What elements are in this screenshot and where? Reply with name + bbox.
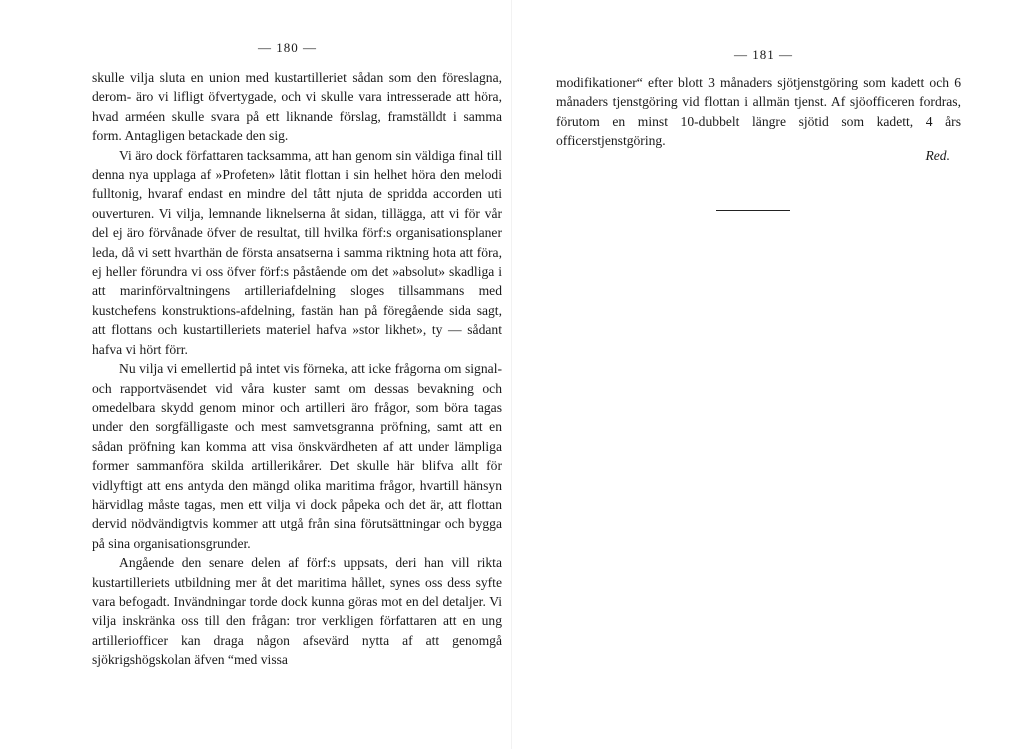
right-page-body bbox=[556, 73, 961, 151]
paragraph-3: Nu vilja vi emellertid på intet vis förneka, att icke frågorna om signal- och rapportväsendet vid våra kuster samt om dessas bevakning och omedelbara skydd genom minor och artilleri äro frågor, som böra tagas under den sorgfälligaste och mest samvetsgranna pröfning, samt att en sådan pröfning kan komma att visa önskvärdheten af att under lämpliga former sammanföra skilda artillerikårer. Det skulle här blifva allt för vidlyftigt att ens antyda den mängd olika maritima frågor, hvartill hänsyn härvidlag måste tagas, men ett vilja vi dock påpeka och det är, att flottan dervid nödvändigtvis kommer att utgå från sina förutsättningar och bygga på sina organisationsgrunder. bbox=[92, 361, 502, 551]
left-page-number: — 180 — bbox=[258, 40, 317, 55]
paragraph-4: Angående den senare delen af förf:s uppsats, deri han vill rikta kustartilleriets utbildning mer åt det maritima hållet, synes oss dess syfte vara befogadt. Invändningar torde dock kunna göras mot en del detaljer. Vi vilja inskränka oss till den frågan: tror verkligen författaren att en ung artilleriofficer kan draga någon afsevärd nytta af att genomgå sjökrigshögskolan äfven “med vissa bbox=[92, 555, 502, 668]
end-rule bbox=[716, 210, 790, 211]
right-page-number: — 181 — bbox=[734, 47, 793, 62]
right-page bbox=[512, 0, 1024, 749]
editor-signature: Red. bbox=[925, 148, 950, 163]
paragraph-1: skulle vilja sluta en union med kustartilleriet sådan som den föreslagna, derom- äro vi lifligt öfvertygade, och vi skulle vara intresserade att höra, hvad arméen skulle svara på ett liknande förslag, framställdt i samma form. Antagligen betackade den sig. bbox=[92, 70, 502, 144]
left-page-body bbox=[92, 68, 502, 670]
paragraph-2: Vi äro dock författaren tacksamma, att han genom sin väldiga final till denna nya upplaga af »Profeten» låtit flottan i sin helhet höra den melodi fulltonig, hvaraf endast en mindre del tått njuta de spridda accorden uti ouverturen. Vi vilja, lemnande liknelserna åt sidan, tillägga, att vi för vår del ej äro förvånade öfver de resultat, till hvilka förf:s organisationsplaner leda, då vi sett hvarthän de första ansatserna i samma riktning hota att föra, ej heller förundra vi oss öfver förf:s påstående om det »absolut» skadliga i att marinförvaltningens artilleriafdelning sloges tillsammans med kustchefens konstruktions-afdelning, fastän han på föregående sida sagt, att flottans och kustartilleriets materiel hafva »stor likhet», ty — sådant hafva vi hört förr. bbox=[92, 147, 502, 357]
right-paragraph: modifikationer“ efter blott 3 månaders sjötjenstgöring som kadett och 6 månaders tjenstgöring vid flottan i allmän tjenst. Af sjöofficeren fordras, förutom en minst 10-dubbelt längre sjötid som kadett, 4 års officerstjenstgöring. bbox=[556, 75, 961, 149]
